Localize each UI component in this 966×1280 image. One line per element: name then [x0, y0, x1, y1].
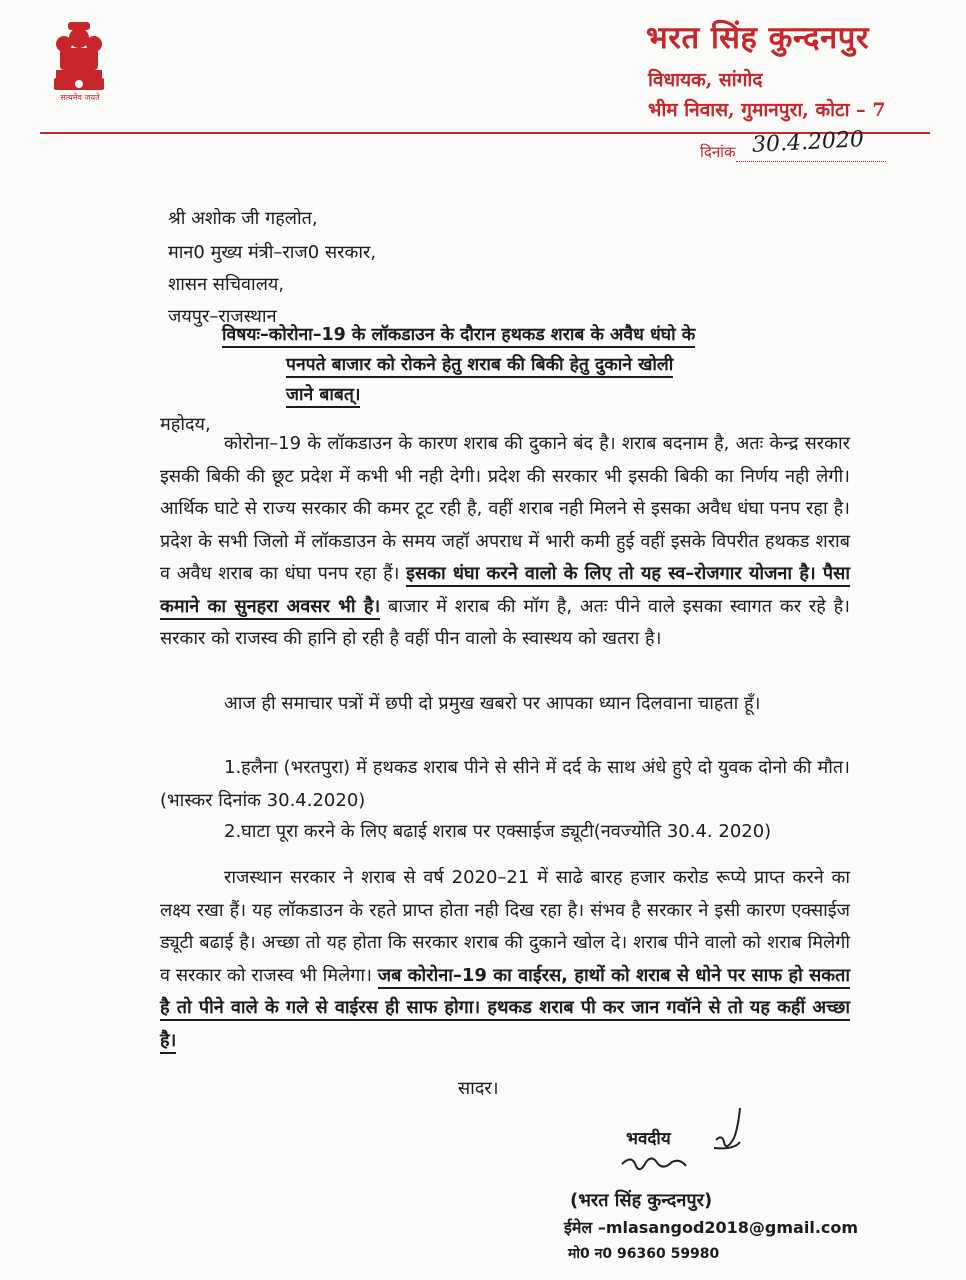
recipient-line-1: श्री अशोक जी गहलोत,	[168, 208, 318, 229]
letterhead-name: भरत सिंह कुन्दनपुर	[646, 20, 870, 56]
paragraph-1: कोरोना–19 के लॉकडाउन के कारण शराब की दुकाने बंद है। शराब बदनाम है, अतः केन्द्र सरकार इसकी बिकी की छूट प्रदेश में कभी भी नही देगी। प्रदेश की सरकार भी इसकी बिकी का निर्णय नही लेगी। आर्थिक घाटे से राज्य सरकार की कमर टूट रही है, वहीं शराब नही मिलने से इसका अवैध धंघा पनप रहा है। प्रदेश के सभी जिलो में लॉकडाउन के समय जहॉ अपराध में भारी कमी हुई वहीं इसके विपरीत हथकड शराब व अवैध शराब का धंघा पनप रहा हैं। इसका धंघा करने वालो के लिए तो यह स्व–रोजगार योजना है। पैसा कमाने का सुनहरा अवसर भी है। बाजार में शराब की मॉग है, अतः पीने वाले इसका स्वागत कर रहे है। सरकार को राजस्व की हानि हो रही है वहीं पीन वालो के स्वास्थय को खतरा है।	[160, 433, 850, 649]
emblem-motto: सत्यमेव जयते	[60, 93, 100, 102]
subject-line-1: विषयः–कोरोना–19 के लॉकडाउन के दौरान हथकड शराब के अवैध धंघो के	[222, 322, 695, 346]
subject-line-3: जाने बाबत्।	[286, 382, 360, 406]
date-label: दिनांक	[700, 143, 736, 161]
handwritten-date: 30.4.2020	[751, 127, 865, 158]
news-item-1: 1.हलैना (भरतपुरा) में हथकड शराब पीने से सीने में दर्द के साथ अंधे हुऐ दो युवक दोनो की मौत। (भास्कर दिनांक 30.4.2020)	[160, 757, 850, 811]
paragraph-3-emphasis: जब कोरोना–19 का वाईरस, हाथों को शराब से धोने पर साफ हो सकता है तो पीने वाले के गले से वाईरस ही साफ होगा। हथकड शराब पी कर जान गवॉने से तो यह कहीं अच्छा है।	[160, 965, 850, 1054]
paragraph-3: राजस्थान सरकार ने शराब से वर्ष 2020–21 में साढे बारह हजार करोड रूप्ये प्राप्त करने का लक्ष्य रखा हैं। यह लॉकडाउन के रहते प्राप्त होता नही दिख रहा है। संभव है सरकार ने इसी कारण एक्साईज ड्यूटी बढाई है। अच्छा तो यह होता कि सरकार शराब की दुकाने खोल दे। शराब पीने वालो को शराब मिलेगी व सरकार को राजस्व भी मिलेगा। जब कोरोना–19 का वाईरस, हाथों को शराब से धोने पर साफ हो सकता है तो पीने वाले के गले से वाईरस ही साफ होगा। हथकड शराब पी कर जान गवॉने से तो यह कहीं अच्छा है।	[160, 862, 850, 1057]
news-item-2: 2.घाटा पूरा करने के लिए बढाई शराब पर एक्साईज ड्यूटी(नवज्योति 30.4. 2020)	[224, 821, 772, 842]
salutation: महोदय,	[160, 414, 211, 435]
letterhead-designation: विधायक, सांगोद	[648, 69, 763, 91]
recipient-line-4: जयपुर–राजस्थान	[168, 306, 277, 327]
letterhead-address: भीम निवास, गुमानपुरा, कोटा – 7	[648, 99, 886, 121]
signatory-name: (भरत सिंह कुन्दनपुर)	[570, 1190, 713, 1211]
paragraph-1-emphasis: इसका धंघा करने वालो के लिए तो यह स्व–रोजगार योजना है। पैसा कमाने का सुनहरा अवसर भी है।	[160, 563, 850, 620]
signatory-email: ईमेल –mlasangod2018@gmail.com	[564, 1218, 859, 1237]
recipient-line-3: शासन सचिवालय,	[168, 274, 285, 295]
recipient-line-2: मान0 मुख्य मंत्री–राज0 सरकार,	[168, 242, 377, 263]
subject-line-2: पनपते बाजार को रोकने हेतु शराब की बिकी हेतु दुकाने खोली	[286, 352, 673, 376]
paragraph-2: आज ही समाचार पत्रों में छपी दो प्रमुख खबरो पर आपका ध्यान दिलवाना चाहता हूँ।	[224, 693, 761, 714]
handwritten-signature	[618, 1100, 778, 1190]
signature-bhavdiya: भवदीय	[626, 1129, 671, 1149]
closing: सादर।	[458, 1078, 499, 1099]
signatory-mobile: मो0 न0 96360 59980	[568, 1246, 720, 1262]
